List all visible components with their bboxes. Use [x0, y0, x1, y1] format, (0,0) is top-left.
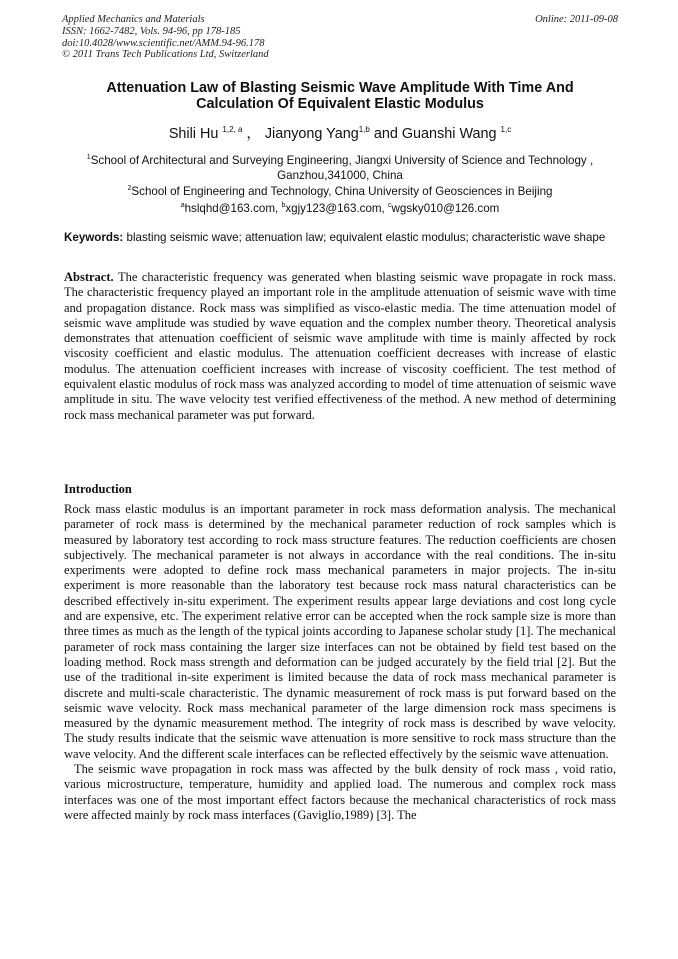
affiliation-1-line-2: Ganzhou,341000, China — [277, 169, 403, 182]
keywords — [64, 230, 616, 246]
journal-name: Applied Mechanics and Materials — [62, 14, 205, 25]
introduction-body — [64, 502, 616, 823]
affiliation-2-text: School of Engineering and Technology, China University of Geosciences in Beijing — [131, 185, 553, 198]
title-line-2: Calculation Of Equivalent Elastic Modulus — [196, 96, 484, 112]
affiliation-1-line-1 — [62, 150, 618, 168]
keywords-label: Keywords: — [64, 231, 124, 244]
author-list — [62, 121, 618, 143]
abstract-text: The characteristic frequency was generated when blasting seismic wave propagate in rock mass. The characteristic frequency played an important role in the amplitude attenuation of seismic wave with time and propagation distance. Rock mass was simplified as visco-elastic media. The time attenuation model of seismic wave amplitude was studied by wave equation and the complex number theory. Theoretical analysis demonstrates that attenuation coefficient of seismic wave amplitude with time is mainly affected by rock viscosity coefficient and elastic modulus. The attenuation coefficient decreases with increase of elastic modulus. The attenuation coefficient increases with increase of viscosity coefficient. The test method of equivalent elastic modulus of rock mass was analyzed according to model of time attenuation of seismic wave amplitude in situ. The wave velocity test verified effectiveness of the method. A new method of determining rock mass mechanical parameter was put forward. — [64, 270, 616, 422]
author-2: Jianyong Yang — [264, 126, 359, 142]
email-c: wgsky010@126.com — [391, 202, 500, 215]
email-a-sup: a — [180, 202, 185, 209]
paper-title — [62, 80, 618, 112]
affiliation-1-text: School of Architectural and Surveying Engineering, Jiangxi University of Science and Technology , — [90, 154, 594, 167]
introduction-paragraph-1: Rock mass elastic modulus is an important parameter in rock mass deformation analysis. The mechanical parameter of rock mass is determined by the mechanical parameter reduction of rock samples which is measured by laboratory test according to rock mass structure features. The reduction coefficients are chosen subjectively. The mechanical parameter is not always in accordance with the real conditions. The in-situ experiments were adopted to define rock mass mechanical parameters in major projects. The in-situ experiment is more reasonable than the laboratory test because rock mass natural characteristics can be described effectively in-situ experiment. The experiment results appear large deviations and cost long cycle and are expensive, etc. The experiment relative error can be accepted when the rock sample size is more than three times as much as the length of the typical joints according to Japanese scholar study [1]. The mechanical parameter of rock mass containing the larger size interfaces can not be obtained by field test based on the loading method. Rock mass strength and deformation can be judged accurately by the field trial [2]. But the use of the traditional in-site experiment is limited because the data of rock mass mechanical parameter is discrete and multi-scale characteristic. The dynamic measurement of rock mass is put forward based on the seismic wave velocity. Rock mass mechanical parameter of the large dimension rock mass specimens is measured by the dynamic measurement method. The integrity of rock mass is described by wave velocity. The study results indicate that the seismic wave attenuation is more sensitive to rock mass structure than the wave velocity. And the different scale interfaces can be reflected effectively by the seismic wave attenuation. — [64, 502, 616, 761]
email-b: xgjy123@163.com, — [285, 202, 385, 215]
author-and: and — [373, 126, 398, 142]
section-heading-introduction: Introduction — [64, 482, 132, 496]
doi-line: doi:10.4028/www.scientific.net/AMM.94-96.178 — [62, 37, 265, 49]
author-3: Guanshi Wang — [401, 126, 497, 142]
email-b-sup: b — [281, 202, 286, 209]
keywords-text: blasting seismic wave; attenuation law; equivalent elastic modulus; characteristic wave shape — [126, 231, 606, 244]
affiliation-2 — [62, 181, 618, 199]
affiliation-1-sup: 1 — [86, 154, 91, 161]
author-separator: ， — [246, 126, 261, 142]
introduction-paragraph-2: The seismic wave propagation in rock mass was affected by the bulk density of rock mass , void ratio, various microstructure, temperature, humidity and applied load. The numerous and complex rock mass interfaces was one of the most important effect factors because the mechanical characteristics of rock mass were affected mainly by rock mass interfaces (Gaviglio,1989) [3]. The — [64, 762, 616, 822]
copyright-line: © 2011 Trans Tech Publications Ltd, Switzerland — [62, 49, 269, 61]
email-a: hslqhd@163.com, — [184, 202, 279, 215]
author-1-sup: 1,2, a — [222, 125, 243, 134]
email-c-sup: c — [388, 202, 392, 209]
journal-header — [62, 14, 618, 61]
online-date: Online: 2011-09-08 — [535, 14, 618, 25]
abstract-label: Abstract. — [64, 270, 114, 284]
author-1: Shili Hu — [168, 126, 219, 142]
affiliation-2-sup: 2 — [127, 185, 132, 192]
author-2-sup: 1,b — [358, 125, 370, 134]
email-line — [62, 198, 618, 216]
abstract — [64, 270, 616, 423]
affiliation-1 — [62, 150, 618, 183]
author-3-sup: 1,c — [500, 125, 512, 134]
title-line-1: Attenuation Law of Blasting Seismic Wave Amplitude With Time And — [106, 80, 574, 96]
issn-line: ISSN: 1662-7482, Vols. 94-96, pp 178-185 — [62, 25, 241, 37]
